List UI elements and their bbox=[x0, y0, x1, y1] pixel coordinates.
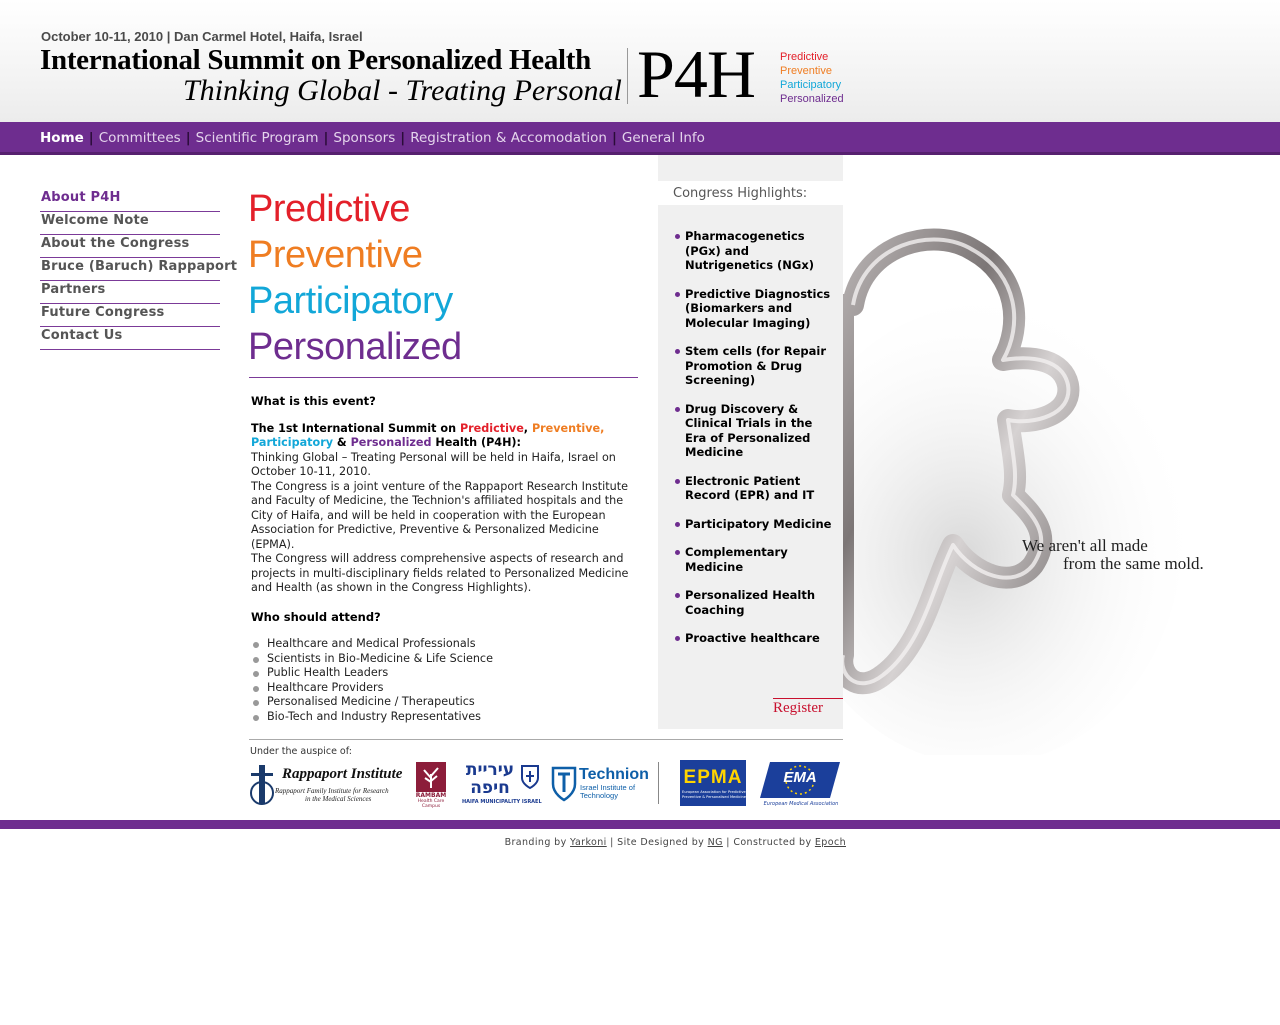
big-word-participatory: Participatory bbox=[248, 280, 453, 322]
lead-participatory: Participatory bbox=[251, 436, 334, 449]
highlights-title: Congress Highlights: bbox=[673, 186, 808, 201]
sidebar-nav bbox=[40, 189, 238, 350]
highlight-item bbox=[675, 344, 835, 388]
logo-word-preventive: Preventive bbox=[780, 65, 832, 77]
bullet-icon bbox=[253, 642, 259, 648]
lead-amp: & bbox=[333, 436, 351, 449]
main-nav-bar bbox=[0, 122, 1280, 155]
nav-committees[interactable]: Committees bbox=[98, 130, 181, 146]
bullet-icon bbox=[675, 593, 680, 598]
highlight-item bbox=[675, 545, 835, 574]
haifa-english: HAIFA MUNICIPALITY ISRAEL bbox=[462, 799, 542, 805]
highlight-item bbox=[675, 402, 835, 460]
bullet-icon bbox=[253, 686, 259, 692]
attendee-label: Scientists in Bio-Medicine & Life Science bbox=[267, 651, 493, 665]
bullet-icon bbox=[675, 479, 680, 484]
sidebar-item-future-congress[interactable]: Future Congress bbox=[40, 304, 220, 327]
highlight-label: Proactive healthcare bbox=[685, 631, 820, 645]
highlight-item bbox=[675, 229, 835, 273]
rambam-logo[interactable] bbox=[414, 760, 448, 810]
congress-highlights-panel bbox=[658, 155, 843, 729]
main-nav bbox=[40, 130, 705, 146]
highlight-label: Stem cells (for Repair Promotion & Drug Screening) bbox=[685, 344, 827, 387]
ema-sub: European Medical Association bbox=[763, 801, 839, 807]
technion-logo[interactable] bbox=[551, 760, 649, 810]
register-link[interactable]: Register bbox=[773, 700, 823, 716]
credits-construct-link[interactable]: Epoch bbox=[814, 837, 846, 848]
attendee-label: Personalised Medicine / Therapeutics bbox=[267, 695, 475, 708]
attendee-label: Healthcare and Medical Professionals bbox=[267, 637, 476, 650]
event-para-2: The Congress is a joint venture of the Rappaport Research Institute and Faculty of Medicine, the Technion's affiliated hospitals and the City of Haifa, and will be held in cooperation with the European Association for Predictive, Preventive & Personalized Medicine (EPMA). bbox=[251, 479, 629, 551]
lead-suffix: Health (P4H): bbox=[431, 436, 522, 449]
epma-name: EPMA bbox=[683, 767, 743, 788]
ema-name: EMA bbox=[783, 769, 817, 786]
credits-branding-prefix: Branding by bbox=[504, 837, 571, 848]
epma-sub-line-2: Preventive & Personalised Medicine bbox=[682, 794, 746, 799]
question-who-attend: Who should attend? bbox=[251, 609, 381, 624]
event-para-3: The Congress will address comprehensive aspects of research and projects in multi-disciplinary fields related to Personalized Medicine and Health (as shown in the Congress Highlights). bbox=[251, 552, 629, 594]
logo-divider bbox=[658, 762, 659, 804]
rambam-sub bbox=[414, 800, 448, 809]
lead-predictive: Predictive bbox=[459, 421, 524, 435]
attendee-label: Healthcare Providers bbox=[267, 680, 384, 694]
highlight-item bbox=[675, 517, 835, 532]
bullet-icon bbox=[253, 700, 259, 706]
rappaport-subtitle bbox=[275, 787, 389, 803]
list-item bbox=[251, 695, 636, 710]
haifa-shield-icon bbox=[520, 764, 540, 790]
epma-sub-line-1: European Association for Predictive, bbox=[682, 790, 747, 794]
highlight-item bbox=[675, 631, 835, 646]
logo-word-predictive: Predictive bbox=[780, 51, 829, 63]
mold-text-line-2: from the same mold. bbox=[1063, 554, 1204, 573]
nav-sponsors[interactable]: Sponsors bbox=[333, 130, 396, 146]
event-lead bbox=[251, 422, 636, 451]
highlight-item bbox=[675, 474, 835, 503]
rappaport-sub-line-1: Rappaport Family Institute for Research bbox=[275, 787, 389, 795]
p4h-logo[interactable]: P4H bbox=[637, 36, 755, 112]
highlight-label: Drug Discovery & Clinical Trials in the Era of Personalized Medicine bbox=[685, 401, 813, 459]
bullet-icon bbox=[253, 657, 259, 663]
p4h-logo-words bbox=[780, 50, 844, 106]
epma-logo[interactable] bbox=[680, 760, 746, 806]
technion-emblem-icon bbox=[551, 766, 577, 802]
list-item bbox=[251, 637, 636, 652]
list-item bbox=[251, 681, 636, 696]
rambam-tree-icon bbox=[416, 762, 446, 792]
credits-design-prefix: | Site Designed by bbox=[606, 837, 708, 848]
rappaport-institute-logo[interactable] bbox=[247, 760, 402, 810]
attendee-list bbox=[251, 637, 636, 724]
highlight-item bbox=[675, 287, 835, 331]
sidebar-item-partners[interactable]: Partners bbox=[40, 281, 220, 304]
nav-separator: | bbox=[400, 130, 406, 146]
sidebar-item-about-congress[interactable]: About the Congress bbox=[40, 235, 220, 258]
epma-sub bbox=[682, 790, 747, 799]
nav-scientific-program[interactable]: Scientific Program bbox=[195, 130, 319, 146]
logo-word-personalized: Personalized bbox=[780, 93, 844, 105]
rambam-emblem-icon bbox=[416, 762, 446, 792]
attendee-label: Public Health Leaders bbox=[267, 666, 389, 679]
header bbox=[0, 0, 1280, 122]
bullet-icon bbox=[253, 671, 259, 677]
bullet-icon bbox=[675, 234, 680, 239]
sidebar-item-welcome-note[interactable]: Welcome Note bbox=[40, 212, 220, 235]
lead-personalized: Personalized bbox=[350, 436, 432, 449]
event-para-1: Thinking Global – Treating Personal will be held in Haifa, Israel on October 10-11, 2010. bbox=[251, 450, 616, 478]
p4h-big-words bbox=[248, 186, 462, 370]
bullet-icon bbox=[675, 636, 680, 641]
rambam-name: RAMBAM bbox=[415, 792, 447, 799]
list-item bbox=[251, 666, 636, 681]
sidebar-item-bruce-rappaport[interactable]: Bruce (Baruch) Rappaport bbox=[40, 258, 220, 281]
lead-preventive: Preventive, bbox=[531, 421, 605, 435]
highlight-item bbox=[675, 588, 835, 617]
haifa-hebrew-line-2: חיפה bbox=[470, 778, 510, 798]
sidebar-item-contact-us[interactable]: Contact Us bbox=[40, 327, 220, 350]
technion-name: Technion bbox=[579, 766, 649, 783]
footer-bar bbox=[0, 820, 1280, 829]
bullet-icon bbox=[675, 550, 680, 555]
auspices-divider bbox=[249, 739, 843, 740]
list-item bbox=[251, 652, 636, 667]
highlights-list bbox=[675, 229, 835, 660]
technion-sub-line-2: Technology bbox=[580, 791, 618, 800]
sidebar-item-about-p4h[interactable]: About P4H bbox=[40, 189, 220, 212]
footer-credits bbox=[505, 837, 846, 848]
rambam-sub-line-2: Campus bbox=[421, 803, 441, 809]
haifa-municipality-logo[interactable] bbox=[462, 760, 540, 810]
highlight-label: Personalized Health Coaching bbox=[685, 588, 816, 617]
content-divider bbox=[249, 377, 638, 378]
bullet-icon bbox=[675, 407, 680, 412]
lead-comma: , bbox=[523, 421, 532, 435]
nav-separator: | bbox=[611, 130, 617, 146]
rambam-sub-line-1: Health Care bbox=[417, 799, 445, 804]
rappaport-sub-line-2: in the Medical Sciences bbox=[305, 795, 372, 803]
cookie-cutter-illustration bbox=[843, 155, 1280, 755]
nav-general-info[interactable]: General Info bbox=[621, 130, 705, 146]
gingerbread-cutter-icon bbox=[843, 155, 1280, 755]
logo-word-participatory: Participatory bbox=[780, 79, 842, 91]
highlight-label: Electronic Patient Record (EPR) and IT bbox=[685, 473, 815, 502]
bullet-icon bbox=[253, 715, 259, 721]
bullet-icon bbox=[675, 522, 680, 527]
summit-title: International Summit on Personalized Health bbox=[40, 44, 591, 76]
credits-construct-prefix: | Constructed by bbox=[722, 837, 815, 848]
technion-sub-line-1: Israel Institute of bbox=[580, 783, 636, 792]
rappaport-name: Rappaport Institute bbox=[282, 766, 403, 782]
register-underline bbox=[773, 698, 843, 699]
big-word-predictive: Predictive bbox=[248, 188, 410, 230]
haifa-hebrew-line-1: עיריית bbox=[465, 760, 515, 780]
auspices-label: Under the auspice of: bbox=[250, 746, 352, 757]
highlight-label: Predictive Diagnostics (Biomarkers and Molecular Imaging) bbox=[685, 286, 831, 330]
bullet-icon bbox=[675, 292, 680, 297]
nav-separator: | bbox=[88, 130, 94, 146]
credits-branding-link[interactable]: Yarkoni bbox=[570, 837, 607, 848]
mold-text-line-1: We aren't all made bbox=[1022, 536, 1148, 555]
event-dateline: October 10-11, 2010 | Dan Carmel Hotel, Haifa, Israel bbox=[41, 29, 363, 44]
big-word-preventive: Preventive bbox=[248, 234, 423, 276]
nav-home[interactable]: Home bbox=[40, 130, 84, 146]
highlight-label: Pharmacogenetics (PGx) and Nutrigenetics (NGx) bbox=[685, 229, 815, 272]
credits-design-link[interactable]: NG bbox=[707, 837, 723, 848]
technion-sub bbox=[580, 784, 635, 800]
summit-tagline: Thinking Global - Treating Personal bbox=[183, 74, 622, 107]
highlight-label: Complementary Medicine bbox=[685, 545, 788, 574]
main-content bbox=[251, 394, 636, 724]
attendee-label: Bio-Tech and Industry Representatives bbox=[267, 709, 481, 723]
big-word-personalized: Personalized bbox=[248, 326, 462, 368]
logo-divider bbox=[627, 48, 628, 104]
nav-separator: | bbox=[323, 130, 329, 146]
highlight-label: Participatory Medicine bbox=[685, 516, 832, 531]
question-what-is-event: What is this event? bbox=[251, 394, 376, 408]
rappaport-emblem-icon bbox=[247, 763, 277, 807]
ema-logo[interactable] bbox=[760, 760, 842, 810]
bullet-icon bbox=[675, 349, 680, 354]
nav-separator: | bbox=[185, 130, 191, 146]
lead-prefix: The 1st International Summit on bbox=[251, 421, 460, 435]
nav-registration[interactable]: Registration & Accomodation bbox=[410, 130, 607, 146]
list-item bbox=[251, 710, 636, 725]
